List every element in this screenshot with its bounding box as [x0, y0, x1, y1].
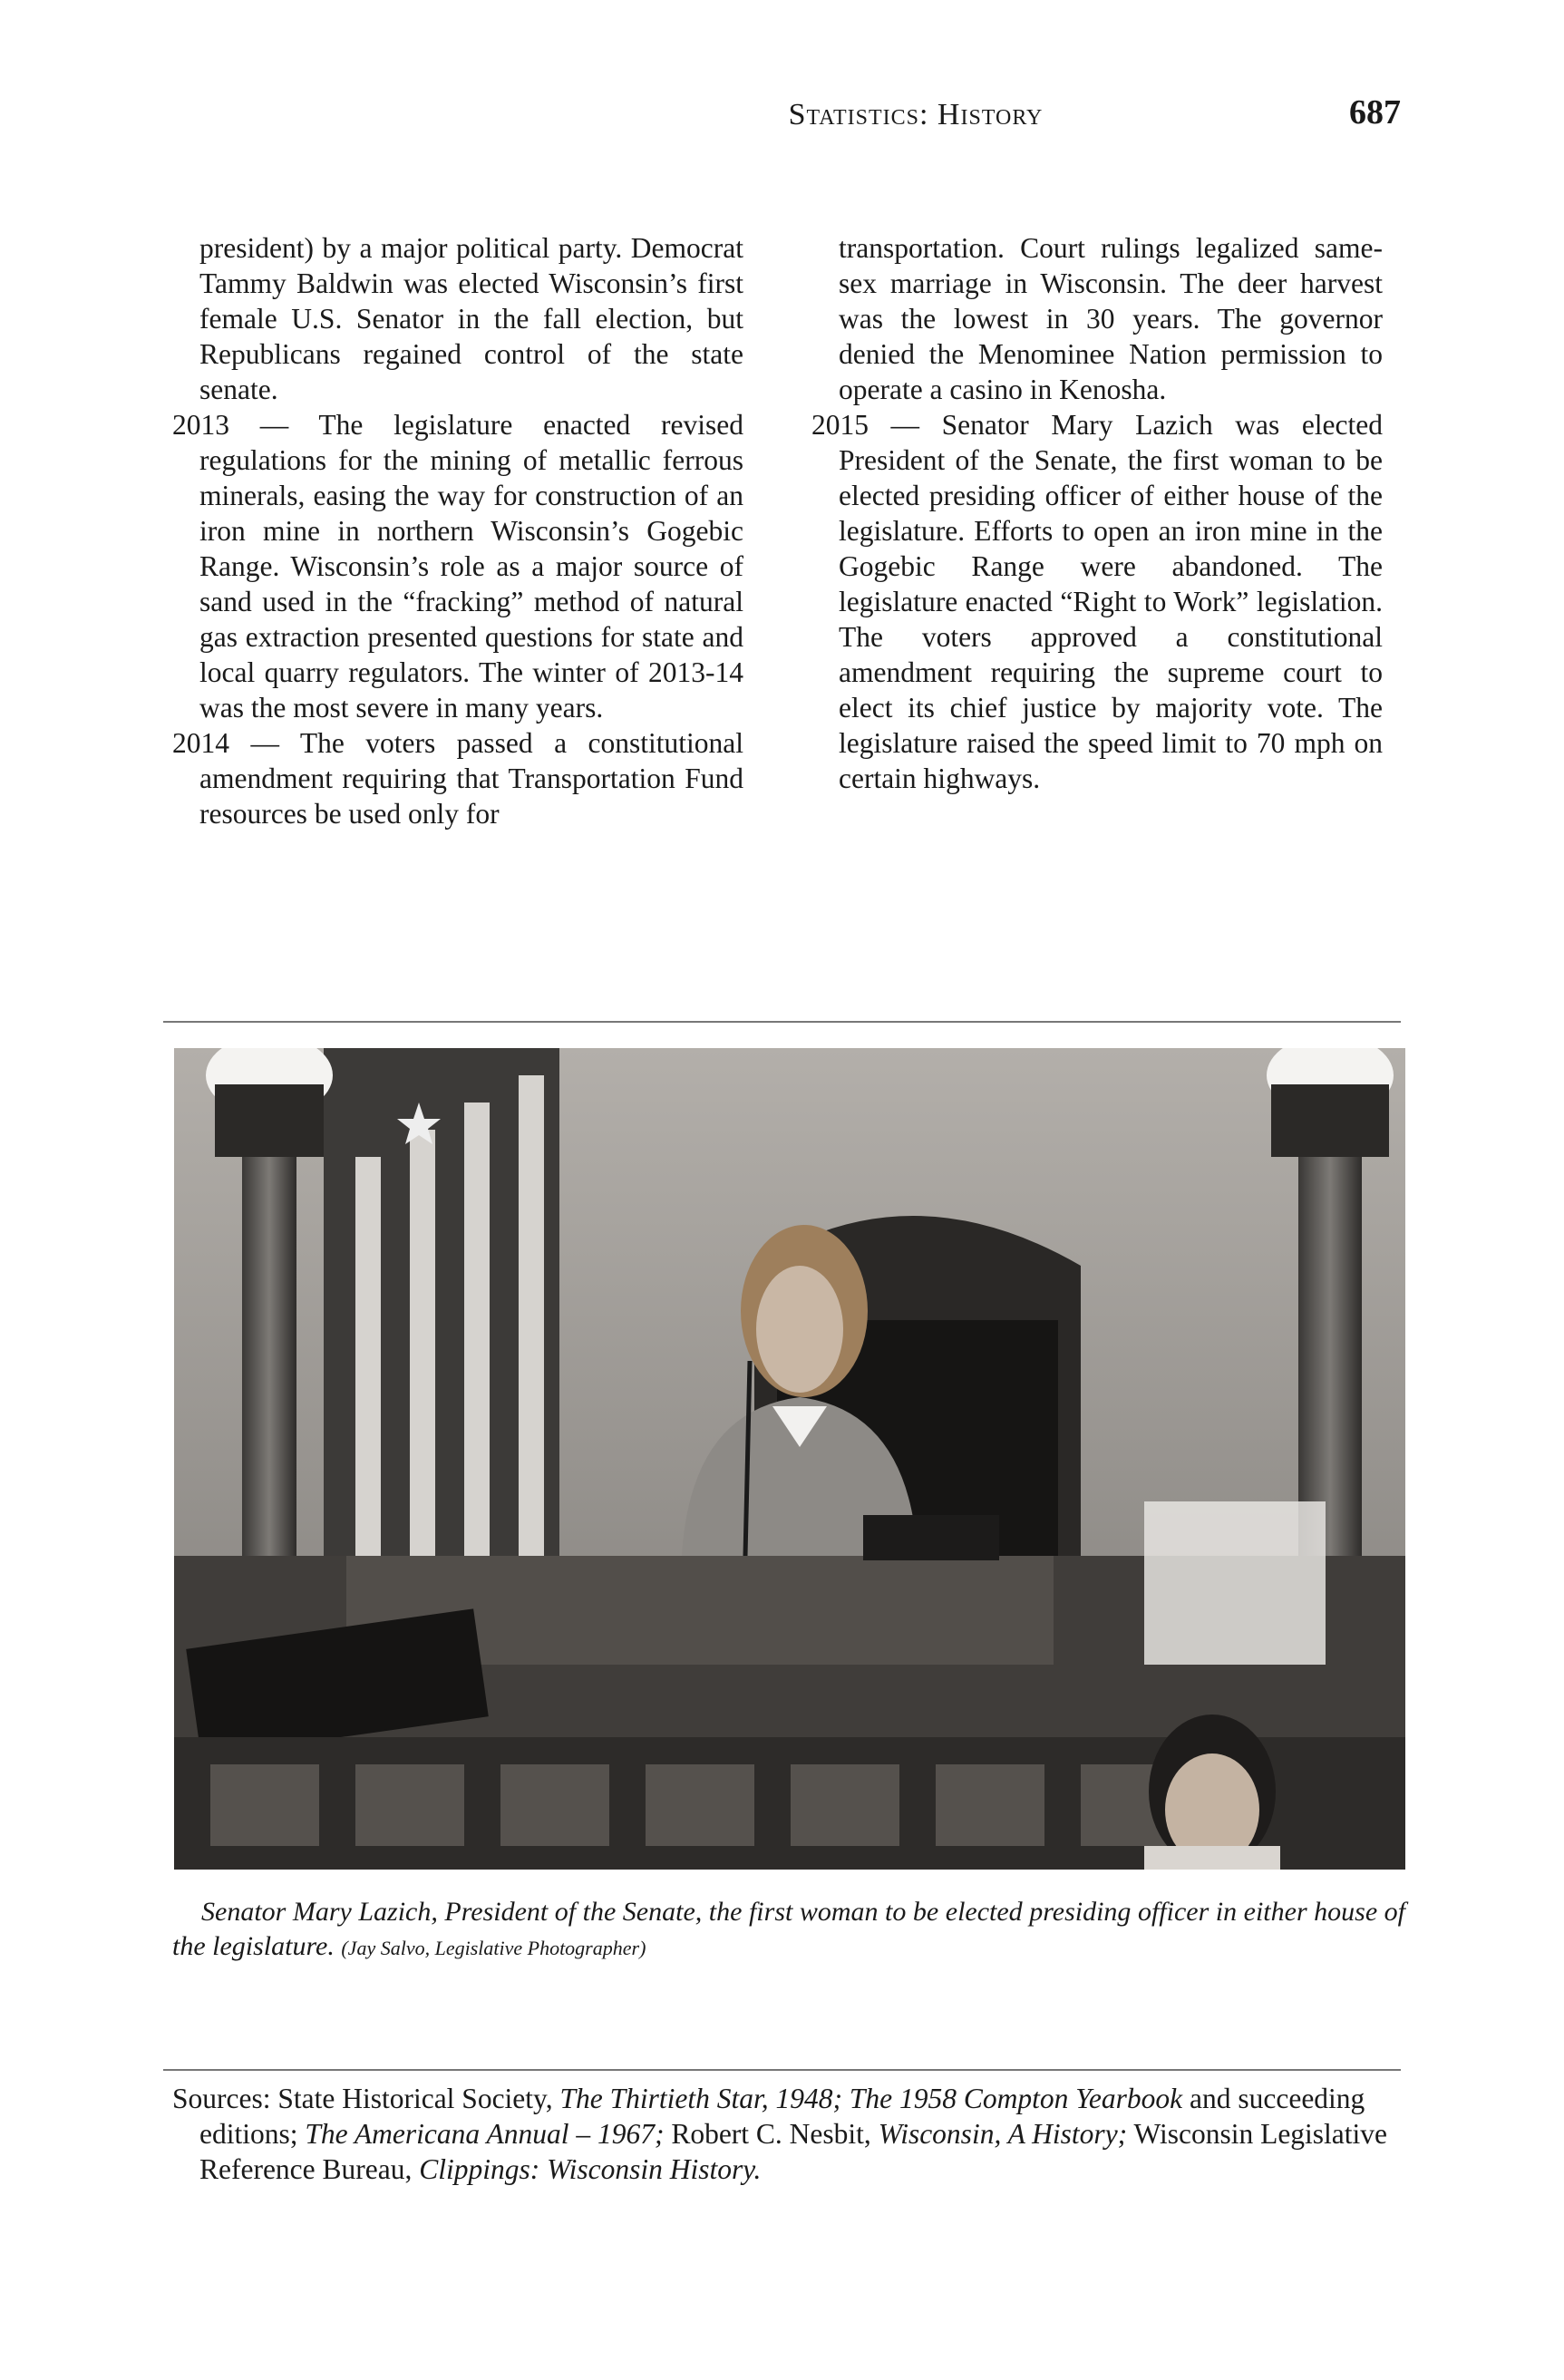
running-header: [172, 91, 1401, 145]
senate-president-photo: [174, 1048, 1405, 1870]
running-head-title: Statistics: History: [788, 98, 1044, 131]
caption-text: Senator Mary Lazich, President of the Senate, the first woman to be elected presiding officer in either house of the legislature.: [172, 1897, 1405, 1961]
photo-credit: (Jay Salvo, Legislative Photographer): [341, 1937, 646, 1959]
sources-text-2: Robert C. Nesbit,: [664, 2118, 879, 2150]
sources-note: [172, 2081, 1410, 2187]
source-title-thirtieth-star: The Thirtieth Star, 1948; The 1958 Compton Yearbook: [559, 2083, 1183, 2114]
entry-2014-continuation: transportation. Court rulings legalized same-sex marriage in Wisconsin. The deer harvest was the lowest in 30 years. The governor denied the Menominee Nation permission to operate a casino in Kenosha.: [839, 232, 1383, 405]
sources-lead: Sources: State Historical Society,: [172, 2083, 560, 2114]
paragraph-2012-continuation: president) by a major political party. Democrat Tammy Baldwin was elected Wisconsin’s first female U.S. Senator in the fall election, but Republicans regained control of the state senate.: [199, 232, 743, 405]
photo-top-divider: [163, 1021, 1401, 1023]
sources-divider: [163, 2069, 1401, 2071]
entry-2015: 2015 — Senator Mary Lazich was elected President of the Senate, the first woman to be elected presiding officer of either house of the legislature. Efforts to open an iron mine in the Gogebic Range were abandoned. The legislature enacted “Right to Work” legislation. The voters approved a constitutional amendment requiring the supreme court to elect its chief justice by majority vote. The legislature raised the speed limit to 70 mph on certain highways.: [811, 409, 1383, 794]
photo-caption: [172, 1895, 1405, 1966]
sources-text-3: Wisconsin Legislative Reference Bureau,: [199, 2118, 1388, 2185]
source-title-wisconsin-history: Wisconsin, A History;: [878, 2118, 1128, 2150]
source-title-clippings: Clippings: Wisconsin History.: [419, 2153, 762, 2185]
source-title-americana: The Americana Annual – 1967;: [305, 2118, 665, 2150]
right-column: [811, 230, 1383, 796]
entry-2013: 2013 — The legislature enacted revised regulations for the mining of metallic ferrous minerals, easing the way for construction of an iron mine in northern Wisconsin’s Gogebic Range. Wisconsin’s role as a major source of sand used in the “fracking” method of natural gas extraction presented questions for state and local quarry regulators. The winter of 2013-14 was the most severe in many years.: [172, 409, 743, 724]
sources-text-1: and succeeding editions;: [199, 2083, 1365, 2150]
page-number: 687: [1349, 93, 1401, 131]
entry-2014-start: 2014 — The voters passed a constitutional amendment requiring that Transportation Fund resources be used only for: [172, 727, 743, 830]
left-column: [172, 230, 743, 831]
sources-paragraph: [172, 2081, 1410, 2187]
